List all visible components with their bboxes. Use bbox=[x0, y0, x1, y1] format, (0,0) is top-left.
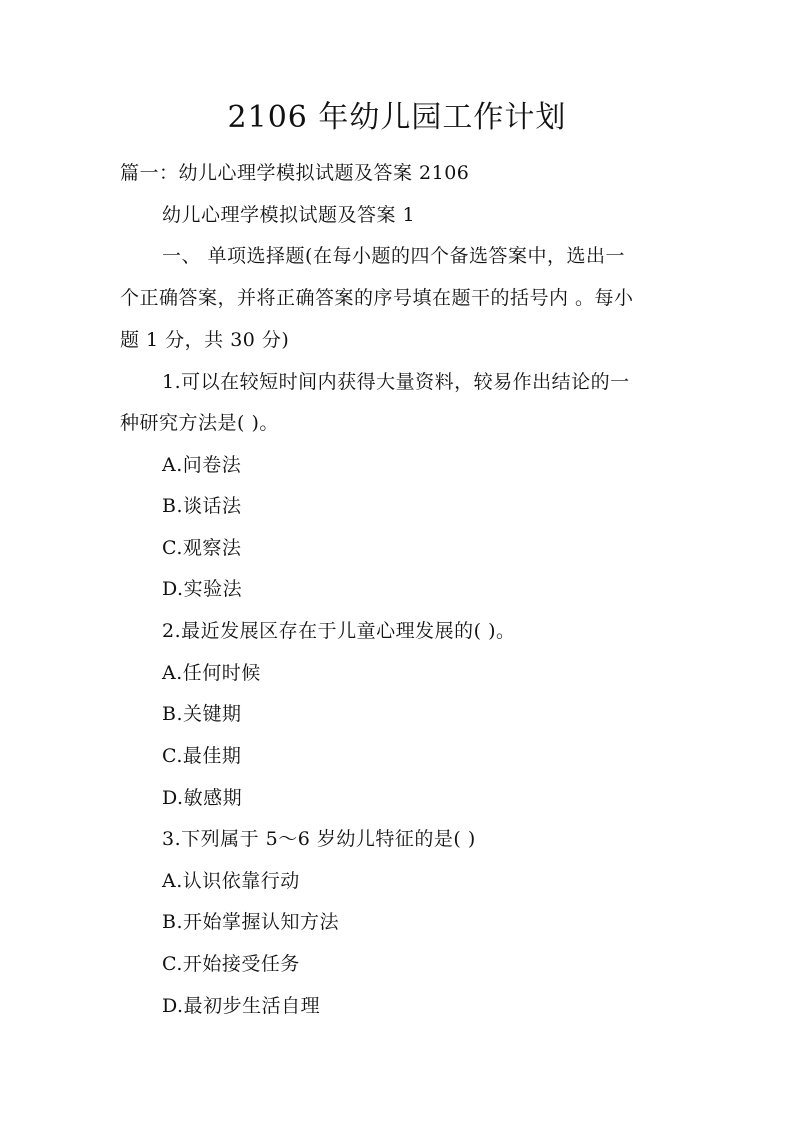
question-1-option-d: D.实验法 bbox=[162, 578, 243, 600]
instructions-line-3: 题 1 分，共 30 分) bbox=[120, 329, 290, 351]
instructions-line-2: 个正确答案，并将正确答案的序号填在题干的括号内 。每小 bbox=[120, 287, 634, 309]
question-2-stem: 2.最近发展区存在于儿童心理发展的( )。 bbox=[162, 620, 516, 642]
section-heading: 篇一：幼儿心理学模拟试题及答案 2106 bbox=[120, 162, 470, 184]
question-2-option-a: A.任何时候 bbox=[162, 662, 261, 684]
question-2-option-c: C.最佳期 bbox=[162, 745, 242, 767]
question-3-option-c: C.开始接受任务 bbox=[162, 953, 300, 975]
instructions-line-1: 一、 单项选择题(在每小题的四个备选答案中，选出一 bbox=[162, 245, 625, 267]
question-1-option-a: A.问卷法 bbox=[162, 454, 242, 476]
question-3-stem: 3.下列属于 5～6 岁幼儿特征的是( ) bbox=[162, 828, 476, 850]
question-1-option-c: C.观察法 bbox=[162, 537, 242, 559]
subtitle: 幼儿心理学模拟试题及答案 1 bbox=[162, 204, 416, 226]
question-1-option-b: B.谈话法 bbox=[162, 495, 242, 517]
question-3-option-b: B.开始掌握认知方法 bbox=[162, 911, 340, 933]
question-2-option-b: B.关键期 bbox=[162, 703, 242, 725]
question-1-stem-line-2: 种研究方法是( )。 bbox=[120, 412, 279, 434]
question-3-option-d: D.最初步生活自理 bbox=[162, 995, 321, 1017]
document-title: 2106 年幼儿园工作计划 bbox=[227, 100, 567, 135]
question-3-option-a: A.认识依靠行动 bbox=[162, 870, 300, 892]
question-1-stem-line-1: 1.可以在较短时间内获得大量资料，较易作出结论的一 bbox=[162, 371, 630, 393]
question-2-option-d: D.敏感期 bbox=[162, 787, 243, 809]
